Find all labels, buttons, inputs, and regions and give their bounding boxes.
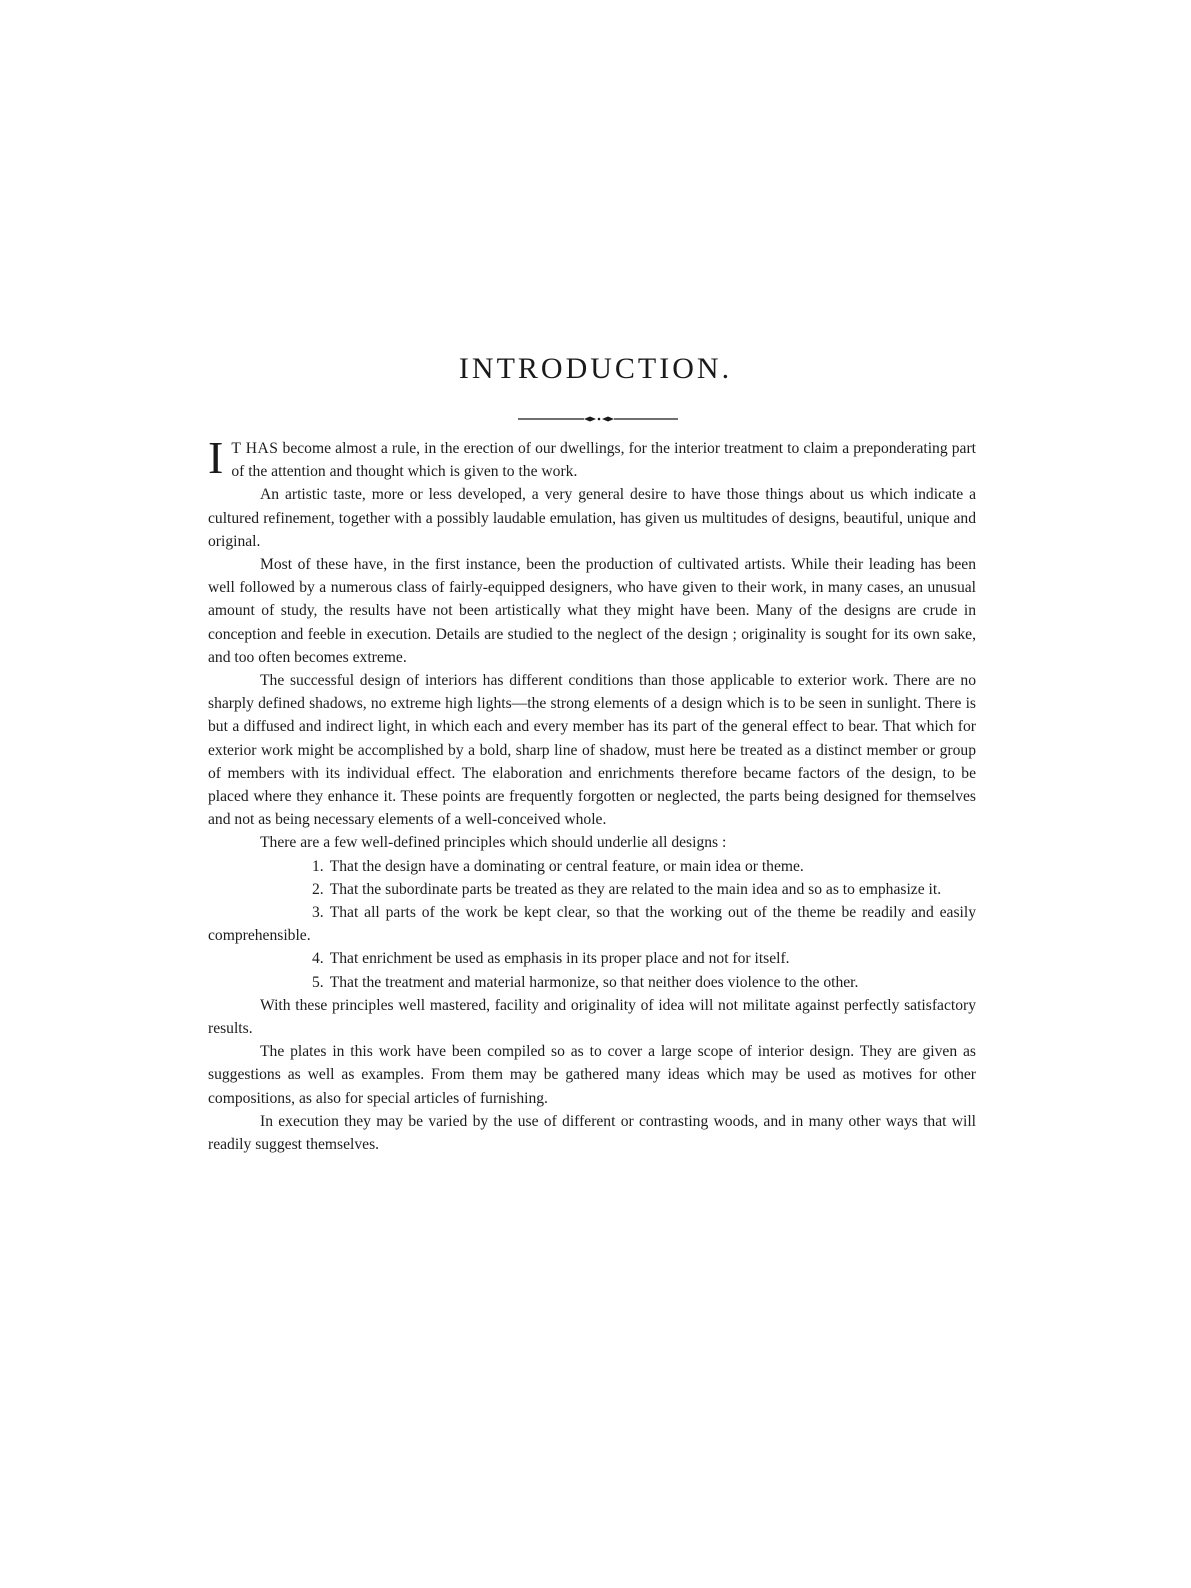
paragraph: With these principles well mastered, facility and originality of idea will not militate against perfectly satisfactory results. xyxy=(208,996,976,1038)
principle-item xyxy=(208,855,976,878)
principle-item xyxy=(208,878,976,901)
paragraph: The plates in this work have been compiled so as to cover a large scope of interior design. They are given as suggestions as well as examples. From them may be gathered many ideas which may be used as motives for other compositions, as also for special articles of furnishing. xyxy=(208,1043,976,1107)
paragraph: The successful design of interiors has different conditions than those applicable to exterior work. There are no sharply defined shadows, no extreme high lights—the strong elements of a design which is to be seen in sunlight. There is but a diffused and indirect light, in which each and every member has its part of the general effect to bear. That which for exterior work might be accomplished by a bold, sharp line of shadow, must here be treated as a distinct member or group of members with its individual effect. The elaboration and enrichments therefore became factors of the design, to be placed where they enhance it. These points are frequently forgotten or neglected, the parts being designed for themselves and not as being necessary elements of a well-conceived whole. xyxy=(208,672,976,829)
introduction-body xyxy=(208,432,976,1156)
principle-number: 5. xyxy=(312,973,324,991)
principle-number: 3. xyxy=(312,904,324,922)
drop-cap: I xyxy=(208,432,224,483)
principle-number: 1. xyxy=(312,857,324,875)
paragraph: Most of these have, in the first instance, been the production of cultivated artists. While their leading has been well followed by a numerous class of fairly-equipped designers, who have given to their work, in many cases, an unusual amount of study, the results have not been artistically what they might have been. Many of the designs are crude in conception and feeble in execution. Details are studied to the neglect of the design ; originality is sought for its own sake, and too often becomes extreme. xyxy=(208,556,976,666)
paragraph: An artistic taste, more or less developed, a very general desire to have those things about us which indicate a cultured refinement, together with a possibly laudable emulation, has given us multitudes of designs, beautiful, unique and original. xyxy=(208,486,976,550)
principle-item xyxy=(208,971,976,994)
principle-item xyxy=(208,947,976,970)
page-title: INTRODUCTION. xyxy=(458,352,733,385)
opening-caps: T HAS xyxy=(231,440,279,457)
opening-text: become almost a rule, in the erection of our dwellings, for the interior treatment to claim a preponderating part of the attention and thought which is given to the work. xyxy=(231,440,976,481)
principle-text: That the treatment and material harmonize, so that neither does violence to the other. xyxy=(329,973,859,991)
principle-text: That enrichment be used as emphasis in its proper place and not for itself. xyxy=(329,950,790,968)
principle-text: That the design have a dominating or central feature, or main idea or theme. xyxy=(329,857,804,875)
principle-text: That all parts of the work be kept clear, so that the working out of the theme be readily and easily comprehensible. xyxy=(208,904,976,945)
opening-paragraph xyxy=(208,432,976,483)
principle-text: That the subordinate parts be treated as they are related to the main idea and so as to emphasize it. xyxy=(329,880,942,898)
principle-item xyxy=(208,901,976,947)
principle-number: 2. xyxy=(312,880,324,898)
title-ornament xyxy=(518,414,678,424)
paragraph: There are a few well-defined principles which should underlie all designs : xyxy=(260,834,727,852)
paragraph: In execution they may be varied by the use of different or contrasting woods, and in many other ways that will readily suggest themselves. xyxy=(208,1112,976,1154)
principle-number: 4. xyxy=(312,950,324,968)
